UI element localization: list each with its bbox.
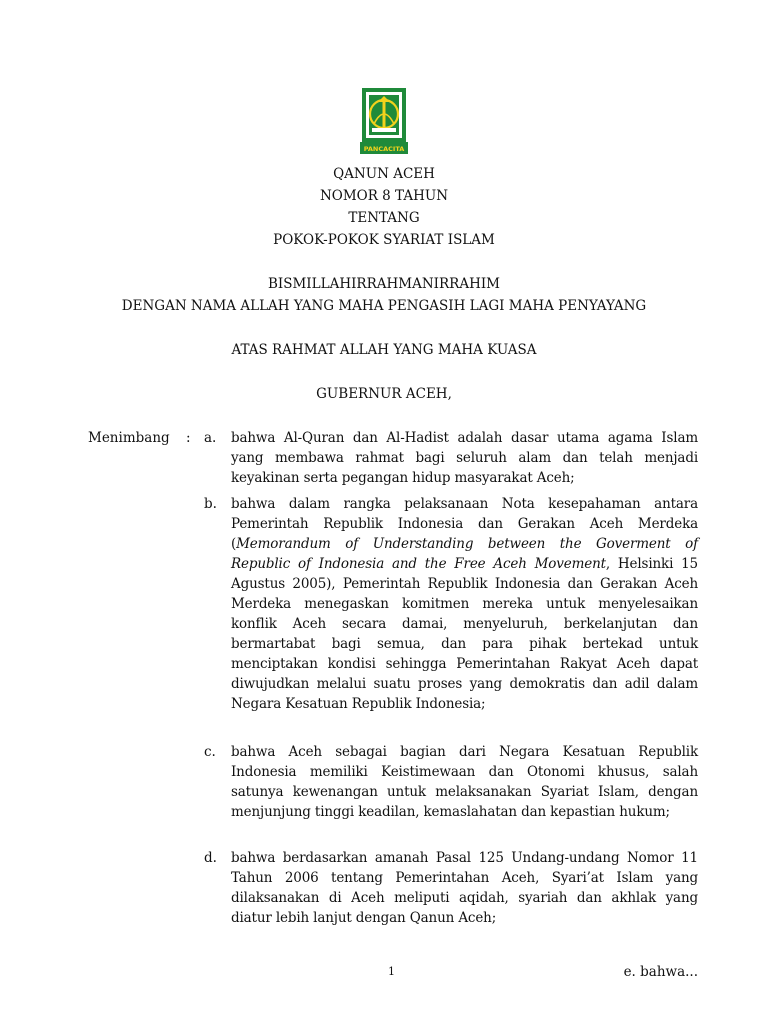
item-text: bahwa berdasarkan amanah Pasal 125 Undang-undang Nomor 11 Tahun 2006 tentang Pemerintahan Aceh, Syari’at Islam yang dilaksanakan di Aceh meliputi aqidah, syariah dan akhlak yang diatur lebih lanjut dengan Qanun Aceh; <box>231 850 698 926</box>
item-text-italic: Memorandum of Understanding between the Goverment of Republic of Indonesia and the Free Aceh Movement <box>231 536 698 572</box>
governor-heading: GUBERNUR ACEH, <box>316 386 452 402</box>
consideration-item-b <box>204 494 698 714</box>
basmalah-translation: DENGAN NAMA ALLAH YANG MAHA PENGASIH LAGI MAHA PENYAYANG <box>121 298 647 314</box>
logo-caption: PANCACITA <box>363 145 405 153</box>
item-text-after: , Helsinki 15 Agustus 2005), Pemerintah Republik Indonesia dan Gerakan Aceh Merdeka menegaskan komitmen mereka untuk menyelesaikan konflik Aceh secara damai, menyeluruh, berkelanjutan dan bermartabat bagi semua, dan para pihak bertekad untuk menciptakan kondisi sehingga Pemerintahan Rakyat Aceh dapat diwujudkan melalui suatu proses yang demokratis dan adil dalam Negara Kesatuan Republik Indonesia; <box>231 556 698 712</box>
mercy-statement: ATAS RAHMAT ALLAH YANG MAHA KUASA <box>231 342 537 358</box>
menimbang-colon: : <box>186 430 191 446</box>
aceh-emblem-logo <box>358 84 410 158</box>
item-text: bahwa Al-Quran dan Al-Hadist adalah dasar utama agama Islam yang membawa rahmat bagi seluruh alam dan telah menjadi keyakinan serta pegangan hidup masyarakat Aceh; <box>231 430 698 486</box>
continuation-note: e. bahwa... <box>623 964 698 980</box>
doc-title: QANUN ACEH <box>333 166 435 182</box>
consideration-item-c <box>204 742 698 822</box>
item-letter: b. <box>204 496 217 512</box>
doc-about: TENTANG <box>348 210 420 226</box>
menimbang-label: Menimbang <box>88 430 170 446</box>
basmalah: BISMILLAHIRRAHMANIRRAHIM <box>267 276 501 292</box>
item-letter: a. <box>204 430 217 446</box>
item-text <box>231 494 698 714</box>
consideration-item-a <box>204 428 698 488</box>
item-letter: c. <box>204 744 216 760</box>
item-letter: d. <box>204 850 217 866</box>
item-text: bahwa Aceh sebagai bagian dari Negara Kesatuan Republik Indonesia memiliki Keistimewaan dan Otonomi khusus, salah satunya kewenangan untuk melaksanakan Syariat Islam, dengan menjunjung tinggi keadilan, kemaslahatan dan kepastian hukum; <box>231 744 698 820</box>
doc-subject: POKOK-POKOK SYARIAT ISLAM <box>273 232 495 248</box>
page-number: 1 <box>388 965 395 978</box>
consideration-item-d <box>204 848 698 928</box>
item-text-before: bahwa dalam rangka pelaksanaan Nota kesepahaman antara Pemerintah Republik Indonesia dan Gerakan Aceh Merdeka ( <box>231 496 698 552</box>
doc-number: NOMOR 8 TAHUN <box>319 188 449 204</box>
